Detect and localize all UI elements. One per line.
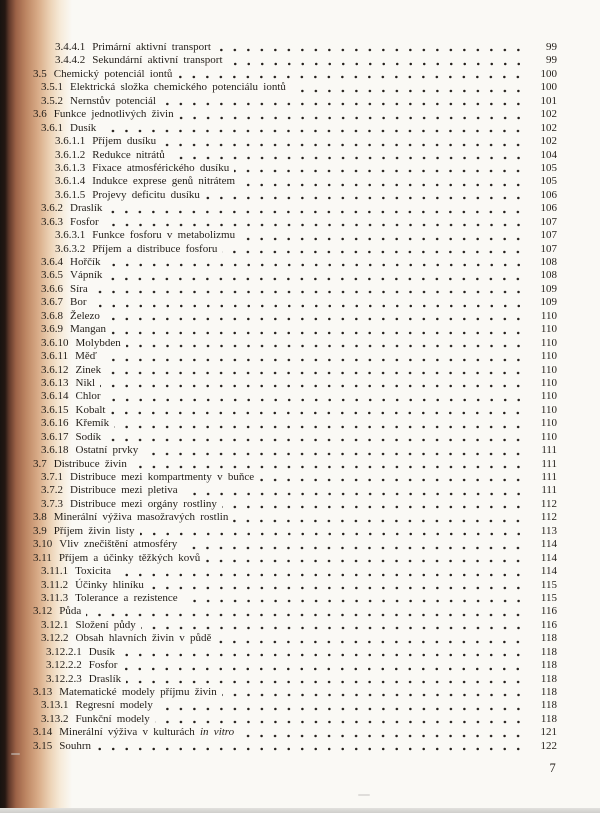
toc-entry-number: 3.14 bbox=[33, 726, 53, 739]
dot-leader bbox=[259, 471, 527, 484]
dot-leader bbox=[158, 699, 527, 712]
toc-entry-page: 122 bbox=[540, 739, 557, 752]
toc-entry-title: Příjem dusíku bbox=[92, 135, 157, 148]
toc-entry-title: Mangan bbox=[70, 323, 107, 336]
toc-entry bbox=[0, 175, 557, 188]
dot-leader bbox=[155, 713, 527, 726]
toc-entry bbox=[0, 431, 557, 444]
dot-leader bbox=[102, 350, 527, 363]
toc-entry-number: 3.6.1.1 bbox=[55, 135, 86, 148]
toc-entry bbox=[0, 726, 557, 739]
toc-entry-page: 100 bbox=[540, 81, 557, 94]
toc-entry-number: 3.6.1.4 bbox=[55, 175, 86, 188]
toc-entry-number: 3.12.2.3 bbox=[46, 672, 82, 685]
toc-entry-title: Kobalt bbox=[75, 403, 106, 416]
dot-leader bbox=[161, 135, 527, 148]
toc-entry-page: 111 bbox=[541, 471, 557, 483]
toc-entry bbox=[0, 68, 557, 81]
dot-leader bbox=[106, 364, 527, 377]
toc-entry-title: Půda bbox=[59, 605, 82, 618]
toc-entry bbox=[0, 256, 557, 269]
toc-entry-page: 112 bbox=[540, 511, 557, 524]
toc-entry-page: 110 bbox=[540, 390, 557, 403]
dot-leader bbox=[111, 323, 527, 336]
toc-entry bbox=[0, 458, 557, 471]
toc-entry-title: Primární aktivní transport bbox=[92, 41, 211, 53]
toc-entry-title: Sodík bbox=[75, 430, 102, 443]
dot-leader bbox=[100, 377, 527, 390]
toc-entry-page: 110 bbox=[540, 323, 557, 336]
toc-entry-number: 3.5.2 bbox=[41, 94, 63, 107]
toc-entry bbox=[0, 740, 557, 753]
toc-entry-page: 116 bbox=[540, 618, 557, 631]
toc-entry-number: 3.6.2 bbox=[41, 202, 63, 215]
toc-entry-title: Obsah hlavních živin v půdě bbox=[75, 632, 212, 645]
toc-entry-page: 114 bbox=[540, 551, 557, 564]
toc-entry-number: 3.13 bbox=[33, 686, 53, 698]
toc-entry-title: Funkce jednotlivých živin bbox=[53, 108, 174, 121]
toc-entry-page: 118 bbox=[540, 686, 557, 698]
toc-entry-number: 3.11.2 bbox=[41, 578, 69, 591]
toc-entry bbox=[0, 511, 557, 524]
dot-leader bbox=[104, 216, 527, 229]
toc-entry-number: 3.15 bbox=[33, 739, 53, 752]
toc-entry-page: 110 bbox=[540, 309, 557, 322]
dot-leader bbox=[234, 162, 527, 175]
toc-entry-number: 3.12.2 bbox=[41, 632, 69, 645]
toc-entry-page: 111 bbox=[541, 484, 557, 497]
dot-leader bbox=[101, 122, 527, 135]
toc-entry-number: 3.13.1 bbox=[41, 699, 69, 712]
toc-entry-page: 115 bbox=[540, 578, 557, 591]
toc-entry-number: 3.6.9 bbox=[41, 323, 63, 336]
toc-entry-page: 104 bbox=[540, 148, 557, 161]
toc-entry-title: Elektrická složka chemického potenciálu iontů bbox=[70, 81, 286, 94]
toc-entry bbox=[0, 686, 557, 699]
dot-leader bbox=[183, 484, 527, 497]
toc-entry-title: Složení půdy bbox=[75, 618, 136, 631]
toc-entry-title: Nernstův potenciál bbox=[70, 94, 156, 107]
toc-entry-number: 3.6.10 bbox=[41, 336, 69, 349]
toc-entry bbox=[0, 81, 557, 94]
toc-entry-page: 111 bbox=[541, 444, 557, 457]
toc-entry-title: Minerální výživa masožravých rostlin bbox=[53, 511, 229, 524]
toc-entry-title: Síra bbox=[70, 282, 88, 295]
toc-entry bbox=[0, 404, 557, 417]
toc-entry bbox=[0, 216, 557, 229]
dot-leader bbox=[114, 417, 527, 430]
toc-entry-page: 118 bbox=[540, 632, 557, 645]
toc-entry-title: Měď bbox=[75, 350, 97, 363]
dot-leader bbox=[216, 632, 527, 645]
toc-entry-number: 3.6.7 bbox=[41, 296, 63, 309]
toc-entry-number: 3.9 bbox=[33, 524, 47, 537]
toc-entry-page: 110 bbox=[540, 336, 557, 349]
dot-leader bbox=[240, 175, 527, 188]
toc-entry bbox=[0, 122, 557, 135]
toc-entry bbox=[0, 310, 557, 323]
toc-entry bbox=[0, 565, 557, 578]
toc-entry bbox=[0, 41, 557, 54]
toc-entry-page: 100 bbox=[540, 67, 557, 80]
toc-entry bbox=[0, 54, 557, 67]
toc-entry-title: Minerální výživa v kulturách in vitro bbox=[59, 726, 235, 739]
toc-entry bbox=[0, 296, 557, 309]
toc-entry-page: 113 bbox=[540, 524, 557, 537]
toc-entry bbox=[0, 552, 557, 565]
toc-entry-number: 3.12.2.2 bbox=[46, 659, 82, 672]
toc-entry-page: 118 bbox=[540, 699, 557, 712]
toc-entry-page: 114 bbox=[540, 538, 557, 551]
toc-entry-title: Distribuce mezi orgány rostliny bbox=[70, 497, 217, 510]
toc-entry-page: 107 bbox=[540, 229, 557, 242]
toc-entry-number: 3.6.3 bbox=[41, 215, 63, 228]
toc-entry-page: 118 bbox=[540, 712, 557, 725]
toc-entry bbox=[0, 525, 557, 538]
toc-entry-page: 105 bbox=[540, 161, 557, 174]
toc-entry-title: Toxicita bbox=[75, 565, 111, 578]
dot-leader bbox=[92, 296, 528, 309]
toc-entry-title: Molybden bbox=[75, 336, 121, 349]
toc-entry bbox=[0, 149, 557, 162]
toc-entry-page: 102 bbox=[540, 135, 557, 148]
dot-leader bbox=[107, 202, 527, 215]
dot-leader bbox=[205, 189, 527, 202]
toc-entry-title: Vápník bbox=[70, 269, 103, 282]
toc-entry bbox=[0, 538, 557, 551]
toc-entry-title: Příjem a distribuce fosforu bbox=[92, 242, 218, 255]
toc-entry bbox=[0, 484, 557, 497]
toc-entry-title: Bor bbox=[70, 296, 87, 309]
toc-entry bbox=[0, 699, 557, 712]
toc-entry-number: 3.6.15 bbox=[41, 403, 69, 416]
dot-leader bbox=[107, 269, 527, 282]
dot-leader bbox=[96, 740, 527, 753]
toc-entry bbox=[0, 135, 557, 148]
toc-entry bbox=[0, 377, 557, 390]
toc-entry-page: 110 bbox=[540, 363, 557, 376]
toc-entry bbox=[0, 646, 557, 659]
toc-entry-page: 116 bbox=[540, 605, 557, 618]
toc-entry-title: Dusík bbox=[88, 645, 116, 658]
toc-entry-title: Nikl bbox=[75, 376, 96, 389]
toc-entry bbox=[0, 95, 557, 108]
toc-entry-number: 3.6.5 bbox=[41, 269, 63, 282]
toc-entry-title: Draslík bbox=[70, 202, 103, 215]
toc-entry bbox=[0, 229, 557, 242]
dot-leader bbox=[149, 579, 527, 592]
dot-leader bbox=[291, 81, 527, 94]
toc-entry-number: 3.6 bbox=[33, 108, 47, 121]
dot-leader bbox=[106, 256, 527, 269]
dot-leader bbox=[240, 229, 527, 242]
toc-entry-title: Distribuce mezi kompartmenty v buňce bbox=[70, 471, 255, 483]
toc-entry bbox=[0, 283, 557, 296]
toc-entry-page: 101 bbox=[540, 94, 557, 107]
toc-entry bbox=[0, 417, 557, 430]
toc-entry bbox=[0, 498, 557, 511]
toc-entry bbox=[0, 323, 557, 336]
toc-entry bbox=[0, 471, 557, 484]
toc-entry bbox=[0, 713, 557, 726]
toc-entry-title: Projevy deficitu dusíku bbox=[92, 188, 200, 201]
toc-entry-title: Distribuce živin bbox=[53, 457, 127, 470]
toc-entry-page: 107 bbox=[540, 215, 557, 228]
table-of-contents bbox=[0, 41, 557, 753]
toc-entry-number: 3.7.3 bbox=[41, 497, 63, 510]
toc-entry-page: 110 bbox=[540, 376, 557, 389]
toc-entry-title: Souhrn bbox=[59, 739, 92, 752]
toc-entry-page: 105 bbox=[540, 175, 557, 188]
footer-page-number: 7 bbox=[549, 761, 556, 775]
toc-entry-number: 3.6.18 bbox=[41, 444, 69, 457]
dot-leader bbox=[143, 444, 527, 457]
toc-entry-page: 109 bbox=[540, 296, 557, 309]
toc-entry-page: 110 bbox=[540, 403, 557, 416]
toc-entry-page: 107 bbox=[540, 242, 557, 255]
dot-leader bbox=[106, 431, 527, 444]
toc-entry-page: 110 bbox=[540, 350, 557, 363]
dot-leader bbox=[161, 95, 527, 108]
dot-leader bbox=[126, 337, 527, 350]
toc-entry-title: Fosfor bbox=[70, 215, 99, 228]
toc-entry-page: 118 bbox=[540, 645, 557, 658]
toc-entry-number: 3.8 bbox=[33, 511, 47, 524]
toc-entry-number: 3.6.13 bbox=[41, 376, 69, 389]
dot-leader bbox=[222, 243, 527, 256]
toc-entry bbox=[0, 619, 557, 632]
toc-entry-title: Draslík bbox=[88, 672, 122, 685]
toc-entry-title: Příjem a účinky těžkých kovů bbox=[58, 551, 201, 564]
dot-leader bbox=[222, 498, 527, 511]
dot-leader bbox=[183, 592, 527, 605]
toc-entry-number: 3.6.1.2 bbox=[55, 148, 86, 161]
toc-entry-page: 112 bbox=[540, 497, 557, 510]
toc-entry-title: Funkční modely bbox=[75, 712, 150, 725]
dot-leader bbox=[120, 646, 527, 659]
dot-leader bbox=[228, 54, 527, 67]
toc-entry-number: 3.6.6 bbox=[41, 282, 63, 295]
toc-entry-number: 3.6.8 bbox=[41, 309, 63, 322]
toc-entry-page: 110 bbox=[540, 417, 557, 430]
toc-entry-title: Železo bbox=[70, 309, 100, 322]
toc-entry-page: 121 bbox=[540, 726, 557, 739]
dot-leader bbox=[216, 41, 527, 54]
toc-entry bbox=[0, 605, 557, 618]
toc-entry bbox=[0, 108, 557, 121]
dot-leader bbox=[140, 525, 527, 538]
toc-entry bbox=[0, 579, 557, 592]
toc-entry-page: 114 bbox=[540, 565, 557, 578]
toc-entry bbox=[0, 162, 557, 175]
dot-leader bbox=[222, 686, 527, 699]
toc-entry-number: 3.4.4.2 bbox=[55, 54, 86, 67]
toc-entry-number: 3.7 bbox=[33, 457, 47, 470]
toc-entry bbox=[0, 243, 557, 256]
scan-artifact bbox=[11, 753, 20, 755]
toc-entry-number: 3.6.14 bbox=[41, 390, 69, 403]
dot-leader bbox=[179, 108, 527, 121]
toc-entry-page: 108 bbox=[540, 256, 557, 268]
toc-entry-number: 3.7.2 bbox=[41, 484, 63, 497]
toc-entry-page: 106 bbox=[540, 202, 557, 215]
toc-entry bbox=[0, 364, 557, 377]
scanner-bottom-edge bbox=[0, 808, 600, 813]
dot-leader bbox=[122, 659, 527, 672]
toc-entry-number: 3.12.2.1 bbox=[46, 645, 82, 658]
dot-leader bbox=[110, 404, 527, 417]
toc-entry-number: 3.11.1 bbox=[41, 565, 69, 578]
dot-leader bbox=[177, 68, 527, 81]
toc-entry bbox=[0, 350, 557, 363]
toc-entry bbox=[0, 390, 557, 403]
dot-leader bbox=[141, 619, 527, 632]
toc-entry-title: Křemík bbox=[75, 417, 110, 430]
toc-entry-page: 108 bbox=[540, 269, 557, 282]
toc-entry-title: Matematické modely příjmu živin bbox=[59, 686, 217, 698]
toc-entry-number: 3.6.3.2 bbox=[55, 242, 86, 255]
toc-entry bbox=[0, 659, 557, 672]
toc-entry-page: 118 bbox=[540, 672, 557, 685]
dot-leader bbox=[126, 673, 527, 686]
toc-entry-title: Indukce exprese genů nitrátem bbox=[92, 175, 236, 188]
dot-leader bbox=[93, 283, 527, 296]
toc-entry-title: Redukce nitrátů bbox=[92, 148, 165, 161]
toc-entry-title: Dusík bbox=[70, 121, 97, 134]
toc-entry-number: 3.6.1 bbox=[41, 121, 63, 134]
toc-entry-number: 3.7.1 bbox=[41, 471, 63, 483]
toc-entry-page: 110 bbox=[540, 430, 557, 443]
toc-entry-number: 3.6.17 bbox=[41, 430, 69, 443]
toc-entry-number: 3.5.1 bbox=[41, 81, 63, 94]
toc-entry-number: 3.6.12 bbox=[41, 363, 69, 376]
toc-entry-title: Zinek bbox=[75, 363, 102, 376]
toc-entry-page: 115 bbox=[540, 591, 557, 604]
toc-entry bbox=[0, 269, 557, 282]
dot-leader bbox=[116, 565, 527, 578]
toc-entry-page: 109 bbox=[540, 282, 557, 295]
dot-leader bbox=[106, 390, 527, 403]
toc-entry-title: Tolerance a rezistence bbox=[75, 591, 178, 604]
toc-entry-number: 3.6.11 bbox=[41, 350, 69, 363]
toc-entry bbox=[0, 444, 557, 457]
toc-entry-number: 3.6.1.3 bbox=[55, 161, 86, 174]
toc-entry-page: 99 bbox=[546, 54, 557, 67]
toc-entry-page: 102 bbox=[540, 108, 557, 121]
dot-leader bbox=[86, 605, 527, 618]
toc-entry bbox=[0, 673, 557, 686]
toc-entry-title: Chemický potenciál iontů bbox=[53, 67, 173, 80]
toc-entry-page: 118 bbox=[540, 659, 557, 672]
toc-entry-number: 3.12 bbox=[33, 605, 53, 618]
toc-entry-page: 111 bbox=[541, 457, 557, 470]
toc-entry-title: Fixace atmosférického dusíku bbox=[92, 161, 230, 174]
scan-artifact bbox=[358, 794, 370, 796]
toc-entry-title: Regresní modely bbox=[75, 699, 153, 712]
toc-entry-title: Distribuce mezi pletiva bbox=[70, 484, 178, 497]
toc-entry bbox=[0, 202, 557, 215]
dot-leader bbox=[233, 511, 527, 524]
toc-entry-title: Vliv znečištění atmosféry bbox=[59, 538, 178, 551]
toc-entry-title: Sekundární aktivní transport bbox=[92, 54, 223, 67]
toc-entry-number: 3.4.4.1 bbox=[55, 41, 86, 53]
toc-entry-number: 3.13.2 bbox=[41, 712, 69, 725]
toc-entry-page: 99 bbox=[546, 41, 557, 53]
toc-entry-number: 3.5 bbox=[33, 67, 47, 80]
toc-entry-number: 3.10 bbox=[33, 538, 53, 551]
dot-leader bbox=[205, 552, 527, 565]
toc-entry-page: 106 bbox=[540, 188, 557, 201]
toc-entry-title-italic: in vitro bbox=[200, 726, 235, 739]
toc-entry-number: 3.11.3 bbox=[41, 591, 69, 604]
toc-entry bbox=[0, 337, 557, 350]
toc-entry-title: Fosfor bbox=[88, 659, 118, 672]
dot-leader bbox=[105, 310, 527, 323]
dot-leader bbox=[170, 149, 527, 162]
dot-leader bbox=[182, 538, 527, 551]
toc-entry-title: Ostatní prvky bbox=[75, 444, 139, 457]
toc-entry bbox=[0, 189, 557, 202]
dot-leader bbox=[132, 458, 527, 471]
toc-entry-number: 3.6.1.5 bbox=[55, 188, 86, 201]
toc-entry-title: Příjem živin listy bbox=[53, 524, 135, 537]
toc-entry-number: 3.6.4 bbox=[41, 256, 63, 268]
toc-entry-title: Chlor bbox=[75, 390, 101, 403]
toc-entry-title: Funkce fosforu v metabolizmu bbox=[92, 229, 236, 242]
toc-entry-number: 3.6.3.1 bbox=[55, 229, 86, 242]
toc-entry-title: Hořčík bbox=[70, 256, 101, 268]
toc-entry-number: 3.12.1 bbox=[41, 618, 69, 631]
toc-entry-title: Účinky hliníku bbox=[75, 578, 144, 591]
toc-entry-page: 102 bbox=[540, 121, 557, 134]
dot-leader bbox=[239, 726, 527, 739]
toc-entry-number: 3.11 bbox=[33, 551, 52, 564]
toc-entry bbox=[0, 632, 557, 645]
toc-entry-number: 3.6.16 bbox=[41, 417, 69, 430]
toc-entry bbox=[0, 592, 557, 605]
